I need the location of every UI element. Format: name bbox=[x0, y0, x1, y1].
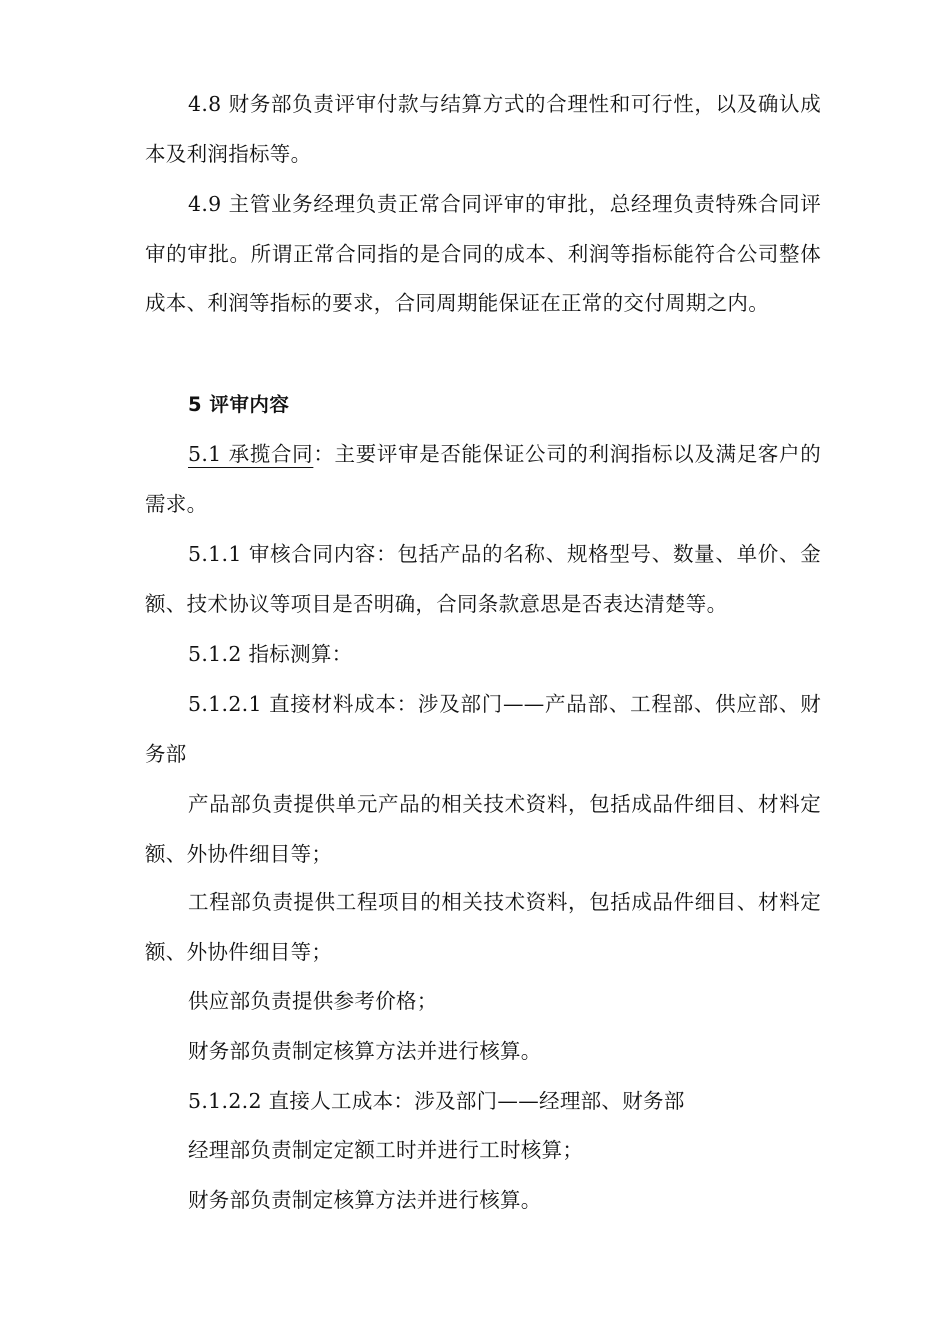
paragraph-5-1-text: ：主要评审是否能保证公司的利润指标以及满足客户的需求。 bbox=[145, 442, 821, 516]
paragraph-4-8: 4.8 财务部负责评审付款与结算方式的合理性和可行性，以及确认成本及利润指标等。 bbox=[145, 92, 821, 166]
paragraph-5-1-2: 5.1.2 指标测算： bbox=[188, 642, 353, 666]
paragraph-supply-dept: 供应部负责提供参考价格； bbox=[188, 989, 438, 1013]
paragraph-finance-dept-2: 财务部负责制定核算方法并进行核算。 bbox=[188, 1188, 542, 1212]
paragraph-5-1 bbox=[145, 430, 821, 529]
section-heading-5: 5 评审内容 bbox=[188, 393, 290, 416]
paragraph-engineering-dept: 工程部负责提供工程项目的相关技术资料，包括成品件细目、材料定额、外协件细目等； bbox=[145, 890, 821, 964]
paragraph-5-1-2-2: 5.1.2.2 直接人工成本：涉及部门——经理部、财务部 bbox=[188, 1089, 685, 1113]
paragraph-finance-dept-1: 财务部负责制定核算方法并进行核算。 bbox=[188, 1039, 542, 1063]
paragraph-5-1-2-1: 5.1.2.1 直接材料成本：涉及部门——产品部、工程部、供应部、财务部 bbox=[145, 692, 821, 766]
paragraph-manager-dept: 经理部负责制定定额工时并进行工时核算； bbox=[188, 1138, 584, 1162]
contract-type-label: 5.1 承揽合同 bbox=[188, 442, 314, 466]
paragraph-5-1-1: 5.1.1 审核合同内容：包括产品的名称、规格型号、数量、单价、金额、技术协议等项目是否明确，合同条款意思是否表达清楚等。 bbox=[145, 542, 821, 616]
paragraph-4-9: 4.9 主管业务经理负责正常合同评审的审批，总经理负责特殊合同评审的审批。所谓正常合同指的是合同的成本、利润等指标能符合公司整体成本、利润等指标的要求，合同周期能保证在正常的交付周期之内。 bbox=[145, 192, 821, 315]
paragraph-product-dept: 产品部负责提供单元产品的相关技术资料，包括成品件细目、材料定额、外协件细目等； bbox=[145, 792, 821, 866]
